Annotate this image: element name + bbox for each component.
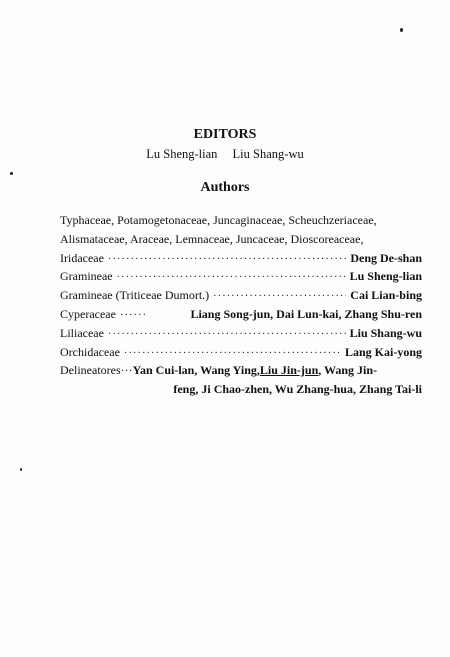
editors-names [0,147,450,162]
family-name: Orchidaceae [60,344,120,359]
speck-left [10,172,13,175]
family-name: Gramineae [60,269,113,284]
families-line-1: Typhaceae, Potamogetonaceae, Juncaginaceae, Scheuchzeriaceae, [60,213,377,227]
dot-leader [117,272,346,283]
authors-heading: Authors [200,180,250,195]
editor-name-1: Lu Sheng-lian [146,147,218,161]
dot-leader [213,291,346,302]
author-name: Liang Song-jun, Dai Lun-kai, Zhang Shu-ren [190,306,422,321]
editor-name-2: Liu Shang-wu [232,147,304,161]
speck-left-lower [20,468,22,471]
entry-orchidaceae [60,345,422,364]
speck-top-right [400,28,403,32]
entry-gramineae [60,269,422,288]
entry-iridaceae [60,251,422,270]
dot-leader [120,310,146,321]
delineator-underlined: Liu Jin-jun [259,363,319,378]
author-name: Lang Kai-yong [344,344,422,359]
dot-leader [108,329,346,340]
family-name: Gramineae (Triticeae Dumort.) [60,288,210,303]
delineators-names-line-2: feng, Ji Chao-zhen, Wu Zhang-hua, Zhang Tai-li [173,382,422,397]
delineators-names-b: , Wang Jin- [318,363,378,378]
author-name: Lu Sheng-lian [349,269,422,284]
family-name: Iridaceae [60,250,104,265]
delineators-names-a: Yan Cui-lan, Wang Ying, [132,363,260,378]
author-name: Cai Lian-bing [350,288,422,303]
entry-cyperaceae [60,307,422,326]
entry-delineators [60,363,422,382]
entry-liliaceae [60,326,422,345]
family-name: Cyperaceae [60,306,116,321]
entry-delineators-cont [60,382,422,401]
entry-gramineae-triticeae [60,288,422,307]
dot-leader [108,254,346,265]
delineators-label: Delineatores··· [60,363,133,378]
author-name: Liu Shang-wu [349,325,422,340]
editors-heading: EDITORS [193,127,257,142]
family-name: Liliaceae [60,325,104,340]
dot-leader [124,348,341,359]
authors-list [60,213,422,401]
families-line-2: Alismataceae, Araceae, Lemnaceae, Juncaceae, Dioscoreaceae, [60,231,364,246]
author-name: Deng De-shan [350,250,422,265]
